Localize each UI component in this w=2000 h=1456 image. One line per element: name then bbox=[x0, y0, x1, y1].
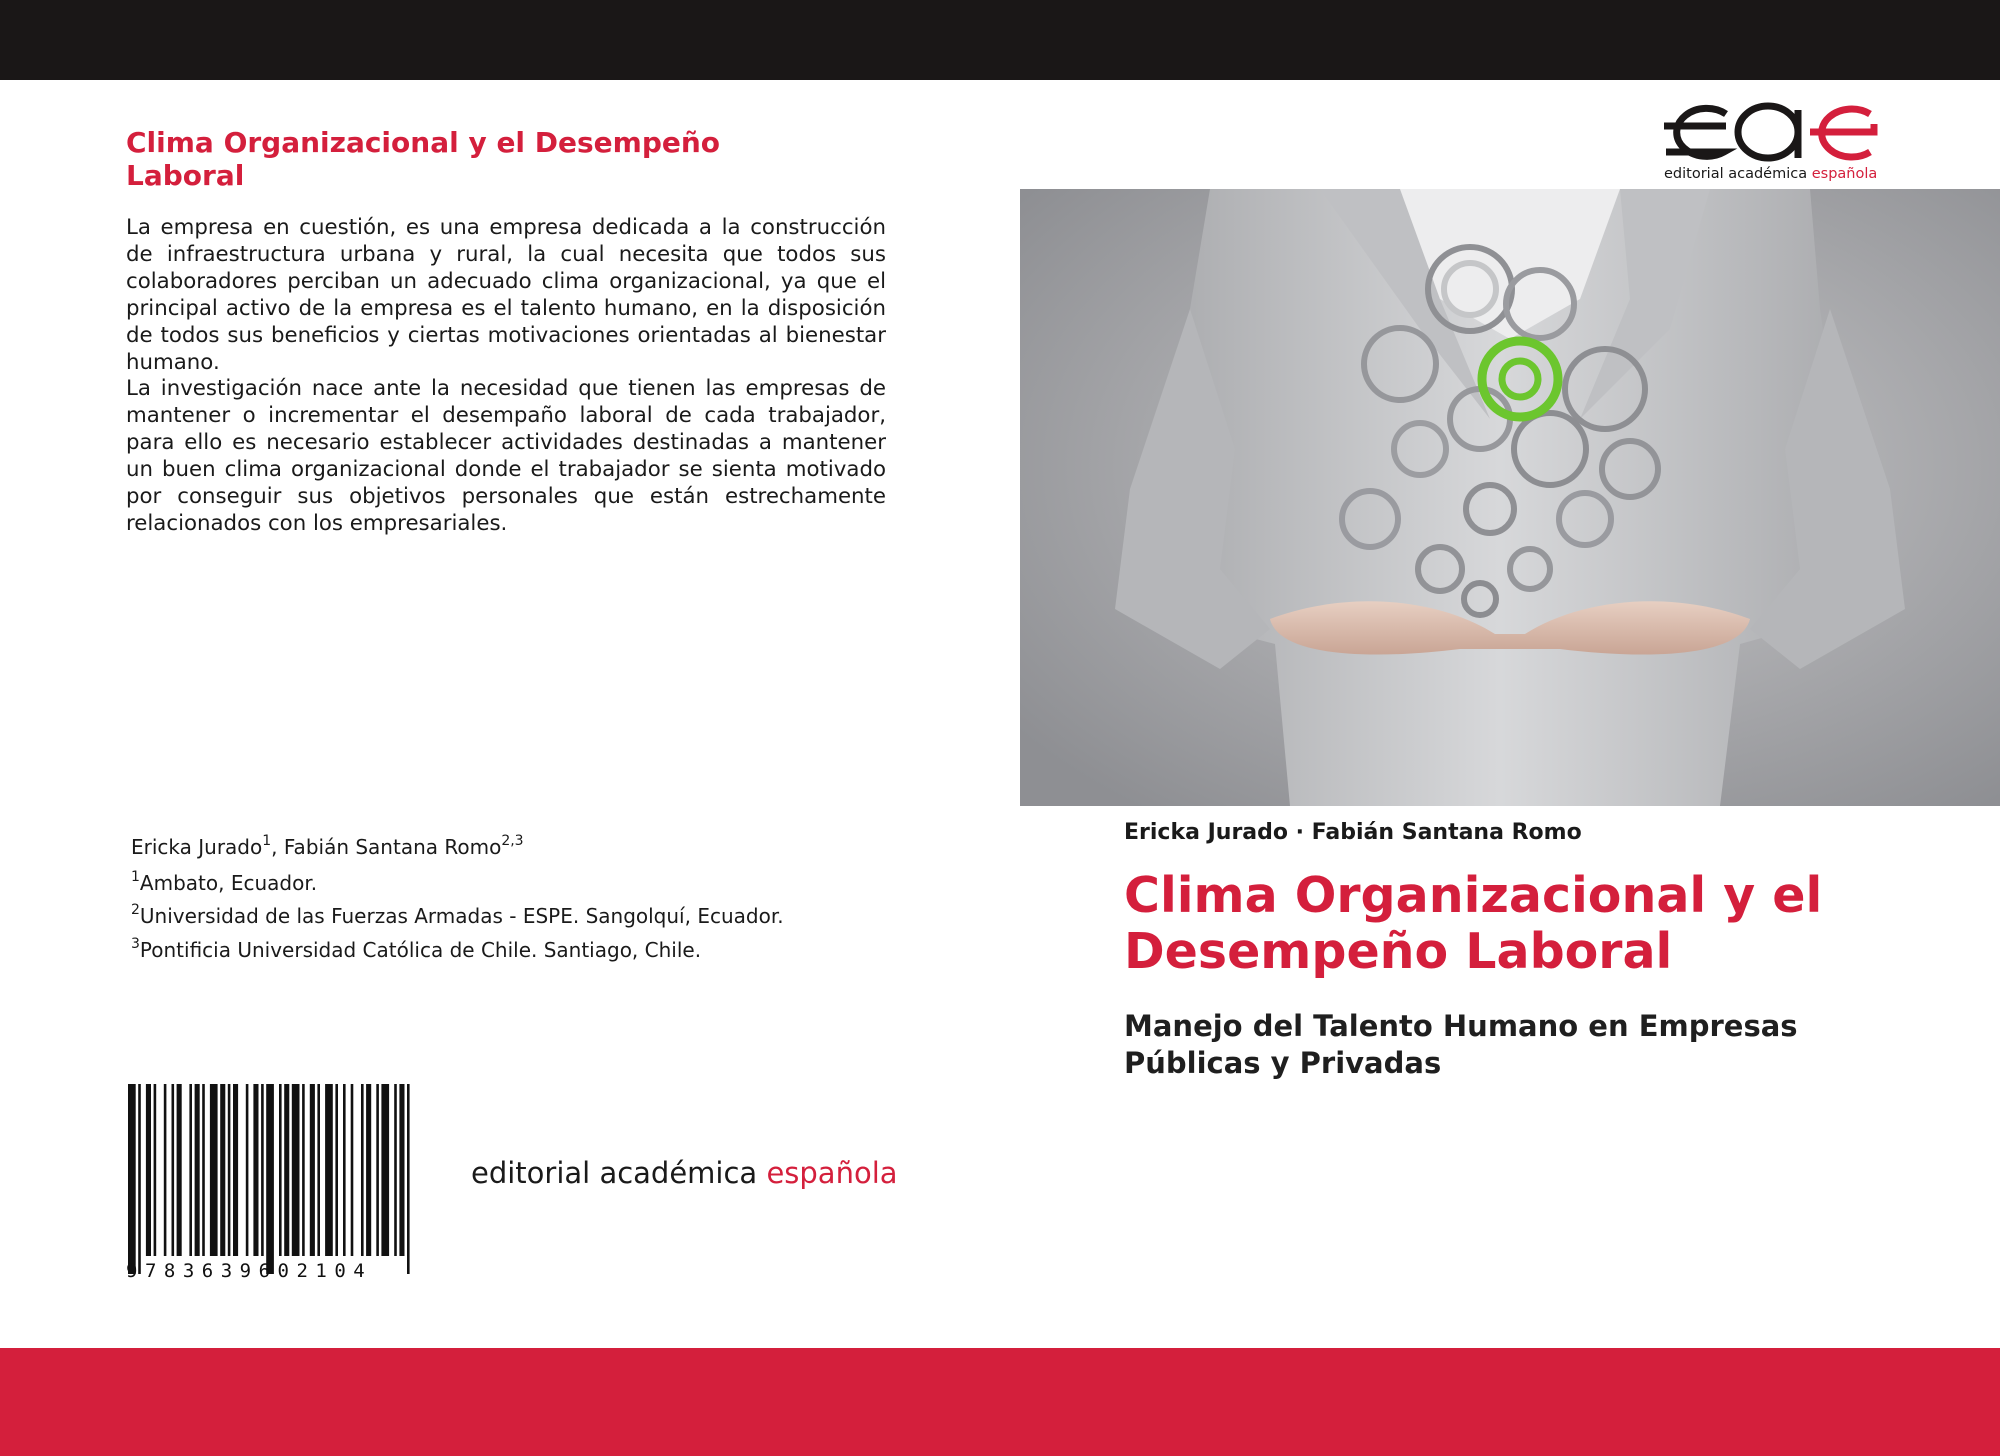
barcode-bar bbox=[210, 1084, 218, 1256]
author-name: Fabián Santana Romo bbox=[283, 835, 502, 859]
barcode-bar bbox=[317, 1084, 320, 1256]
isbn-digits: 9783639602104 bbox=[126, 1260, 373, 1282]
barcode-bar bbox=[343, 1084, 346, 1256]
top-band bbox=[0, 0, 2000, 80]
author-superscript: 2,3 bbox=[501, 833, 524, 849]
affiliation-line bbox=[131, 904, 784, 928]
barcode-bar bbox=[302, 1084, 305, 1256]
barcode-bar bbox=[233, 1084, 238, 1256]
affiliation-text: Ambato, Ecuador. bbox=[139, 871, 318, 895]
barcode-bar bbox=[266, 1084, 274, 1274]
barcode-bar bbox=[195, 1084, 200, 1256]
barcode-bar bbox=[310, 1084, 315, 1256]
barcode-bar bbox=[202, 1084, 205, 1256]
affiliation-text: Pontificia Universidad Católica de Chile. Santiago, Chile. bbox=[139, 938, 702, 962]
affiliation-line bbox=[131, 871, 317, 895]
barcode-bar bbox=[154, 1084, 157, 1256]
barcode-bar bbox=[172, 1084, 175, 1256]
eae-logo-icon bbox=[1660, 96, 1886, 166]
front-cover-title: Clima Organizacional y el Desempeño Laboral bbox=[1124, 867, 1823, 980]
barcode-bar bbox=[351, 1084, 354, 1256]
barcode-bar bbox=[284, 1084, 289, 1256]
author-name: Ericka Jurado bbox=[131, 835, 263, 859]
front-authors: Ericka Jurado · Fabián Santana Romo bbox=[1124, 820, 1582, 845]
barcode-bar bbox=[381, 1084, 389, 1256]
barcode-bar bbox=[399, 1084, 404, 1256]
barcode-bar bbox=[376, 1084, 379, 1256]
blurb-paragraph: La investigación nace ante la necesidad que tienen las empresas de mantener o incrementar el desempaño laboral de cada trabajador, para ello es necesario establecer actividades destinadas a mantener un buen clima organizacional donde el trabajador se sienta motivado por conseguir sus objetivos personales que están estrechamente relacionados con los empresariales. bbox=[126, 376, 886, 536]
author-superscript: 1 bbox=[262, 833, 272, 849]
barcode-bar bbox=[146, 1084, 151, 1256]
front-cover-subtitle: Manejo del Talento Humano en Empresas Públicas y Privadas bbox=[1124, 1009, 1798, 1080]
blurb-paragraph: La empresa en cuestión, es una empresa dedicada a la construcción de infraestructura urbana y rural, la cual necesita que todos sus colaboradores perciban un adecuado clima organizacional, ya que el principal activo de la empresa es el talento humano, en la disposición de todos sus beneficios y ciertas motivaciones orientadas al bienestar humano. bbox=[126, 215, 886, 375]
barcode-bar bbox=[325, 1084, 333, 1256]
affiliation-superscript: 3 bbox=[131, 936, 140, 952]
affiliation-superscript: 1 bbox=[131, 869, 140, 885]
barcode-bar bbox=[164, 1084, 167, 1256]
publisher-name-accent: española bbox=[766, 1156, 898, 1190]
barcode-bar bbox=[189, 1084, 192, 1256]
publisher-logo bbox=[1660, 96, 1886, 188]
barcode-bar bbox=[361, 1084, 364, 1256]
barcode-bar bbox=[261, 1084, 264, 1256]
cover-photo bbox=[1020, 189, 2000, 806]
bottom-band bbox=[0, 1348, 2000, 1456]
author-separator: , bbox=[271, 835, 284, 859]
barcode-bar bbox=[246, 1084, 249, 1256]
affiliation-line bbox=[131, 938, 701, 962]
barcode-bar bbox=[128, 1084, 136, 1274]
affiliation-text: Universidad de las Fuerzas Armadas - ESPE. Sangolquí, Ecuador. bbox=[139, 904, 784, 928]
barcode-bar bbox=[292, 1084, 300, 1256]
barcode-bar bbox=[394, 1084, 397, 1256]
back-cover-title: Clima Organizacional y el Desempeño Laboral bbox=[126, 126, 721, 192]
barcode-bar bbox=[335, 1084, 338, 1256]
barcode-bar bbox=[253, 1084, 258, 1256]
publisher-imprint bbox=[471, 1156, 898, 1190]
barcode-bar bbox=[279, 1084, 282, 1256]
barcode-bar bbox=[220, 1084, 225, 1256]
logo-caption-primary: editorial académica bbox=[1664, 166, 1812, 182]
logo-caption bbox=[1664, 166, 1890, 182]
barcode-bar bbox=[366, 1084, 371, 1256]
back-authors-line bbox=[131, 835, 524, 859]
publisher-name: editorial académica bbox=[471, 1156, 767, 1190]
isbn-barcode bbox=[128, 1084, 458, 1284]
logo-caption-accent: española bbox=[1811, 166, 1878, 182]
barcode-bar bbox=[228, 1084, 231, 1256]
barcode-bar bbox=[138, 1084, 141, 1274]
affiliation-superscript: 2 bbox=[131, 902, 140, 918]
barcode-bar bbox=[407, 1084, 410, 1274]
barcode-bar bbox=[177, 1084, 182, 1256]
